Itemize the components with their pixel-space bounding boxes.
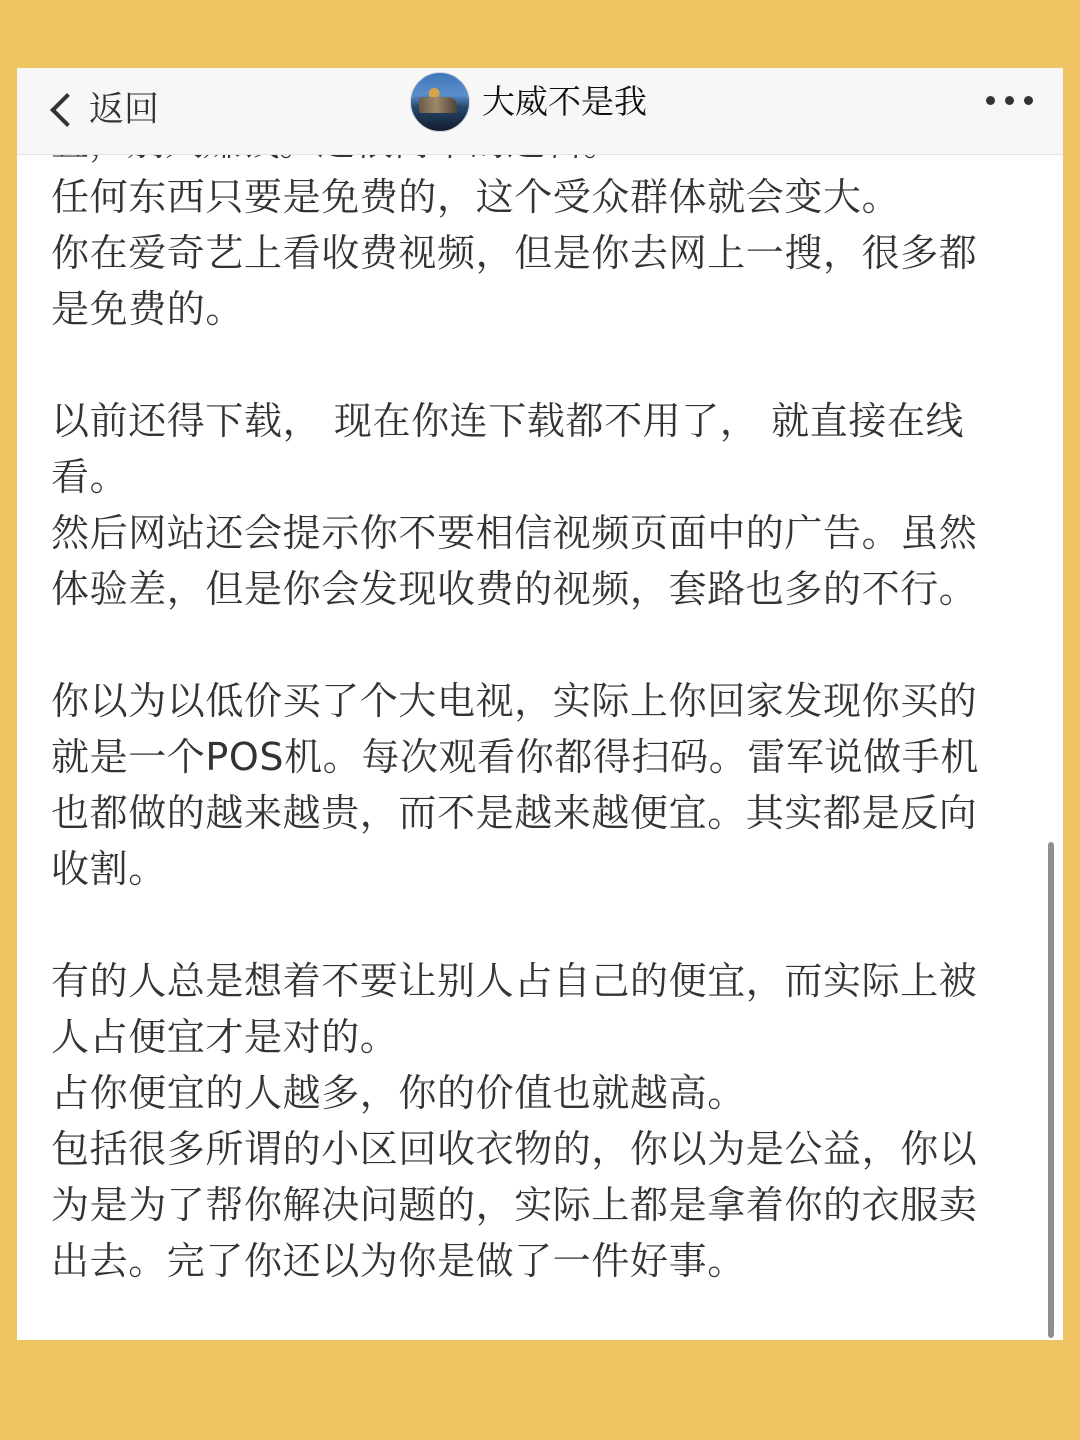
- text-line: 有的人总是想着不要让别人占自己的便宜，而实际上被: [51, 959, 978, 1003]
- text-line: 以前还得下载， 现在你连下载都不用了， 就直接在线: [51, 399, 965, 443]
- text-line: 收割。: [51, 847, 167, 891]
- author-header[interactable]: [410, 71, 647, 133]
- text-line: 任何东西只要是免费的，这个受众群体就会变大。: [51, 175, 901, 219]
- more-dot-icon: [986, 96, 995, 105]
- more-dot-icon: [1005, 96, 1014, 105]
- text-line: 你以为以低价买了个大电视，实际上你回家发现你买的: [51, 679, 978, 723]
- avatar[interactable]: [410, 72, 470, 132]
- text-line: 你在爱奇艺上看收费视频，但是你去网上一搜，很多都: [51, 231, 978, 275]
- paragraph-spacer: [51, 897, 1031, 953]
- text-line: 出去。完了你还以为你是做了一件好事。: [51, 1239, 746, 1283]
- top-navigation-bar: [17, 68, 1063, 155]
- text-line: 占你便宜的人越多，你的价值也就越高。: [51, 1071, 746, 1115]
- back-label: 返回: [89, 90, 160, 130]
- username[interactable]: 大威不是我: [482, 82, 647, 121]
- text-line: 人占便宜才是对的。: [51, 1015, 399, 1059]
- more-button[interactable]: [986, 92, 1033, 108]
- paragraph-spacer: [51, 617, 1031, 673]
- paragraph: [51, 673, 1031, 897]
- mobile-screen: [17, 68, 1063, 1340]
- text-line: 体验差，但是你会发现收费的视频，套路也多的不行。: [51, 567, 978, 611]
- more-dot-icon: [1024, 96, 1033, 105]
- back-button[interactable]: [45, 78, 159, 142]
- paragraph-spacer: [51, 337, 1031, 393]
- text-line: 也都做的越来越贵，而不是越来越便宜。其实都是反向: [51, 791, 978, 835]
- paragraph: [51, 169, 1031, 337]
- article-content: [51, 151, 1031, 1289]
- text-line: 为是为了帮你解决问题的，实际上都是拿着你的衣服卖: [51, 1183, 978, 1227]
- text-line: 是免费的。: [51, 287, 245, 331]
- paragraph: [51, 393, 1031, 617]
- text-line: 然后网站还会提示你不要相信视频页面中的广告。虽然: [51, 511, 978, 555]
- chevron-left-icon: [50, 93, 84, 127]
- text-line: 就是一个POS机。每次观看你都得扫码。雷军说做手机: [51, 735, 979, 779]
- paragraph: [51, 953, 1031, 1289]
- vertical-scrollbar[interactable]: [1048, 842, 1054, 1338]
- text-line: 看。: [51, 455, 129, 499]
- text-line: 包括很多所谓的小区回收衣物的，你以为是公益，你以: [51, 1127, 978, 1171]
